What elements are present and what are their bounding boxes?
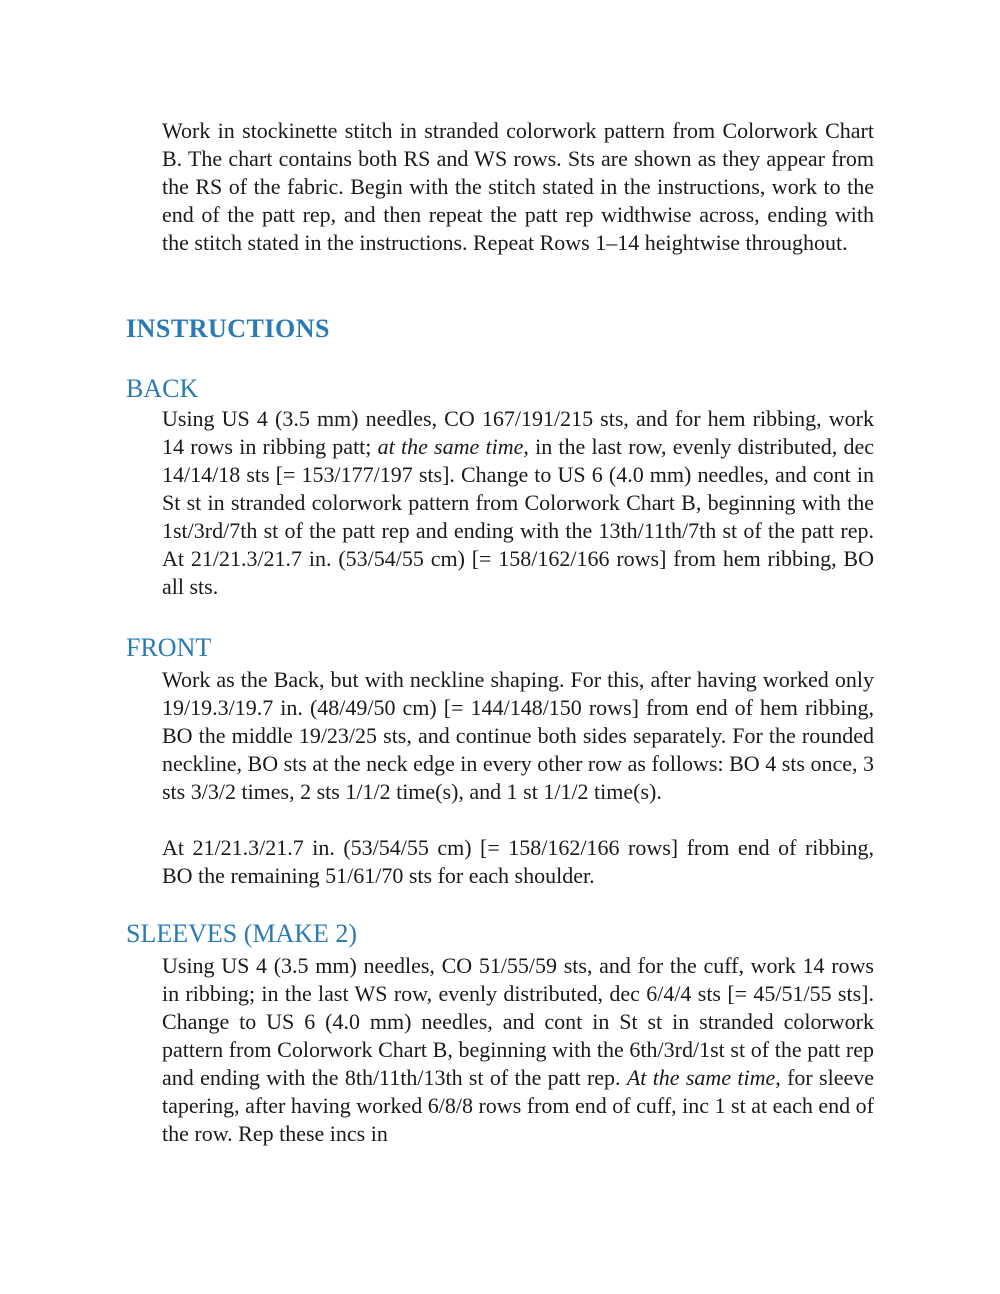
back-paragraph	[162, 405, 874, 601]
sleeves-text-b: , for sleeve tapering, after having worked 6/8/8 rows from end of cuff, inc 1 st at each end of the row. Rep these incs in	[162, 1065, 874, 1146]
sleeves-heading: SLEEVES (MAKE 2)	[126, 919, 358, 948]
back-heading: BACK	[126, 374, 199, 403]
sleeves-text-italic: At the same time	[626, 1065, 776, 1090]
front-paragraph-2: At 21/21.3/21.7 in. (53/54/55 cm) [= 158/162/166 rows] from end of ribbing, BO the remaining 51/61/70 sts for each shoulder.	[162, 835, 874, 888]
sleeves-text-a: Using US 4 (3.5 mm) needles, CO 51/55/59 sts, and for the cuff, work 14 rows in ribbing; in the last WS row, evenly distributed, dec 6/4/4 sts [= 45/51/55 sts]. Change to US 6 (4.0 mm) needles, and cont in St st in stranded colorwork pattern from Colorwork Chart B, beginning with the 6th/3rd/1st st of the patt rep and ending with the 8th/11th/13th st of the patt rep.	[162, 953, 874, 1090]
sleeves-paragraph	[162, 952, 874, 1148]
front-paragraph-1: Work as the Back, but with neckline shaping. For this, after having worked only 19/19.3/19.7 in. (48/49/50 cm) [= 144/148/150 rows] from end of hem ribbing, BO the middle 19/23/25 sts, and continue both sides separately. For the rounded neckline, BO sts at the neck edge in every other row as follows: BO 4 sts once, 3 sts 3/3/2 times, 2 sts 1/1/2 time(s), and 1 st 1/1/2 time(s).	[162, 667, 874, 804]
back-text-b: , in the last row, evenly distributed, dec 14/14/18 sts [= 153/177/197 sts]. Change to US 6 (4.0 mm) needles, and cont in St st in stranded colorwork pattern from Colorwork Chart B, beginning with the 1st/3rd/7th st of the patt rep and ending with the 13th/11th/7th st of the patt rep. At 21/21.3/21.7 in. (53/54/55 cm) [= 158/162/166 rows] from hem ribbing, BO all sts.	[162, 434, 874, 599]
instructions-heading: INSTRUCTIONS	[126, 314, 330, 343]
intro-paragraph: Work in stockinette stitch in stranded colorwork pattern from Colorwork Chart B. The chart contains both RS and WS rows. Sts are shown as they appear from the RS of the fabric. Begin with the stitch stated in the instructions, work to the end of the patt rep, and then repeat the patt rep widthwise across, ending with the stitch stated in the instructions. Repeat Rows 1–14 heightwise throughout.	[162, 118, 874, 255]
front-heading: FRONT	[126, 633, 212, 662]
back-text-italic: at the same time	[377, 434, 524, 459]
back-text-a: Using US 4 (3.5 mm) needles, CO 167/191/215 sts, and for hem ribbing, work 14 rows in ribbing patt;	[162, 406, 874, 459]
